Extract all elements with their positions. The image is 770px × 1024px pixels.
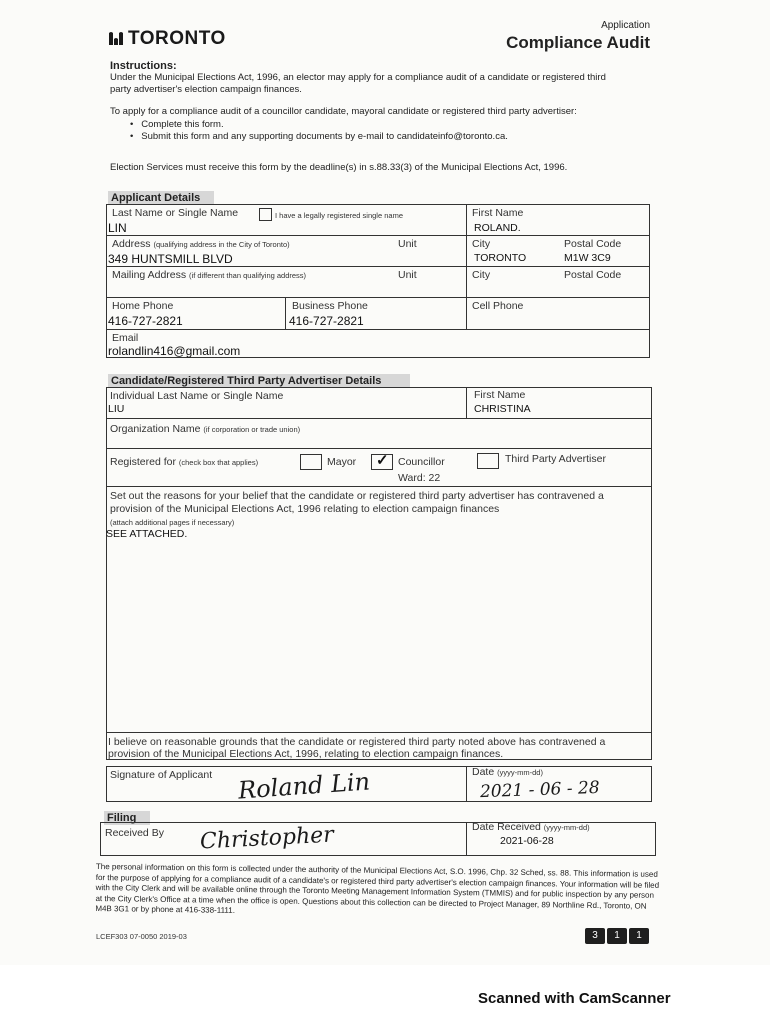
applicant-postal-code[interactable]: M1W 3C9 — [564, 252, 611, 264]
mayor-checkbox[interactable] — [300, 454, 322, 470]
document-title: Compliance Audit — [506, 33, 650, 52]
first-name-label: First Name — [472, 207, 524, 219]
third-party-checkbox[interactable] — [477, 453, 499, 469]
councillor-label: Councillor — [398, 456, 445, 468]
instructions-intro: Under the Municipal Elections Act, 1996, an elector may apply for a compliance audit of a candidate or registered third party advertiser's election campaign finances. — [110, 72, 606, 95]
ward-value: Ward: 22 — [398, 472, 441, 484]
mailing-address-label: Mailing Address (if different than qualifying address) — [112, 269, 307, 281]
date-received-label: Date Received (yyyy-mm-dd) — [472, 821, 590, 833]
declaration-text: I believe on reasonable grounds that the candidate or registered third party noted above has contravened a provision of the Municipal Elections Act, 1996, relating to election campaign finances. — [108, 736, 606, 760]
logo-text: TORONTO — [128, 28, 226, 49]
address-label: Address (qualifying address in the City of Toronto) — [112, 238, 290, 250]
applicant-last-name[interactable]: LIN — [108, 221, 127, 235]
received-by-signature[interactable]: Christopher — [199, 822, 335, 855]
form-code: LCEF303 07-0050 2019-03 — [96, 932, 187, 941]
toronto-logo — [108, 28, 226, 50]
third-party-label: Third Party Advertiser — [505, 453, 606, 465]
home-phone-label: Home Phone — [112, 300, 174, 312]
signature-label: Signature of Applicant — [110, 769, 213, 781]
city-hall-icon — [108, 30, 124, 46]
received-by-label: Received By — [105, 827, 164, 839]
cell-phone-label: Cell Phone — [472, 300, 524, 312]
postal-code-label: Postal Code — [564, 238, 622, 250]
application-label: Application — [601, 20, 650, 31]
privacy-notice: The personal information on this form is collected under the authority of the Municipal Elections Act, S.O. 1996, Chp. 32 Sched, ss. 88. This information is used for the purpose of applying for a compliance audit of a candidate's or registered third party advertiser's election campaign finances. Your information will be filed with the City Clerk and will be available online through the Toronto Meeting Management Information System (TMMIS) and for public inspection by any person at the City Clerk's Office at a time when the office is open. Questions about this collection can be directed to Project Manager, 89 Northline Rd., Toronto, ON M4B 3G1 or by phone at 416-338-1111. — [95, 862, 660, 915]
apply-intro: To apply for a compliance audit of a councillor candidate, mayoral candidate or registered third party advertiser: — [110, 106, 577, 117]
applicant-section-title: Applicant Details — [108, 191, 214, 205]
home-phone-value[interactable]: 416-727-2821 — [108, 314, 183, 328]
date-received-value[interactable]: 2021-06-28 — [500, 835, 554, 847]
reasons-note: (attach additional pages if necessary) — [110, 518, 235, 527]
business-phone-value[interactable]: 416-727-2821 — [289, 314, 364, 328]
candidate-last-name-label: Individual Last Name or Single Name — [110, 390, 284, 402]
311-badge: 3 1 1 — [585, 925, 651, 944]
email-label: Email — [112, 332, 139, 344]
bullet-item: • Submit this form and any supporting documents by e-mail to candidateinfo@toronto.ca. — [130, 131, 508, 142]
applicant-details-box — [106, 204, 650, 358]
applicant-date[interactable]: 2021 - 06 - 28 — [479, 777, 600, 803]
mailing-unit-label: Unit — [398, 269, 417, 281]
candidate-last-name[interactable]: LIU — [108, 403, 125, 415]
checkmark-icon: ✓ — [376, 452, 389, 469]
business-phone-label: Business Phone — [292, 300, 368, 312]
applicant-first-name[interactable]: ROLAND. — [474, 222, 521, 234]
candidate-first-name[interactable]: CHRISTINA — [474, 403, 531, 415]
mailing-postal-label: Postal Code — [564, 269, 622, 281]
candidate-details-box — [106, 387, 652, 760]
mayor-label: Mayor — [327, 456, 357, 468]
last-name-label: Last Name or Single Name — [112, 207, 239, 219]
instructions-heading: Instructions: — [110, 60, 177, 72]
applicant-signature[interactable]: Roland Lin — [237, 767, 371, 805]
single-name-checkbox[interactable] — [259, 208, 272, 221]
applicant-city[interactable]: TORONTO — [474, 252, 527, 264]
filing-section-title: Filing — [104, 811, 150, 825]
applicant-address[interactable]: 349 HUNTSMILL BLVD — [108, 252, 233, 266]
organization-label: Organization Name (if corporation or trade union) — [110, 423, 301, 435]
candidate-first-name-label: First Name — [474, 389, 526, 401]
date-label: Date (yyyy-mm-dd) — [472, 766, 543, 778]
reasons-label: Set out the reasons for your belief that the candidate or registered third party advertiser has contravened a provision of the Municipal Elections Act, 1996 relating to election campaign finances — [110, 490, 604, 515]
candidate-section-title: Candidate/Registered Third Party Advertiser Details — [108, 374, 410, 388]
camscanner-watermark: Scanned with CamScanner — [478, 990, 671, 1007]
reasons-text[interactable]: SEE ATTACHED. — [106, 528, 188, 540]
unit-label: Unit — [398, 238, 417, 250]
email-value[interactable]: rolandlin416@gmail.com — [108, 344, 241, 358]
bullet-item: • Complete this form. — [130, 119, 224, 130]
city-label: City — [472, 238, 491, 250]
registered-for-label: Registered for (check box that applies) — [110, 456, 259, 468]
deadline-text: Election Services must receive this form by the deadline(s) in s.88.33(3) of the Municipal Elections Act, 1996. — [110, 162, 568, 173]
mailing-city-label: City — [472, 269, 491, 281]
single-name-note: I have a legally registered single name — [275, 211, 403, 220]
